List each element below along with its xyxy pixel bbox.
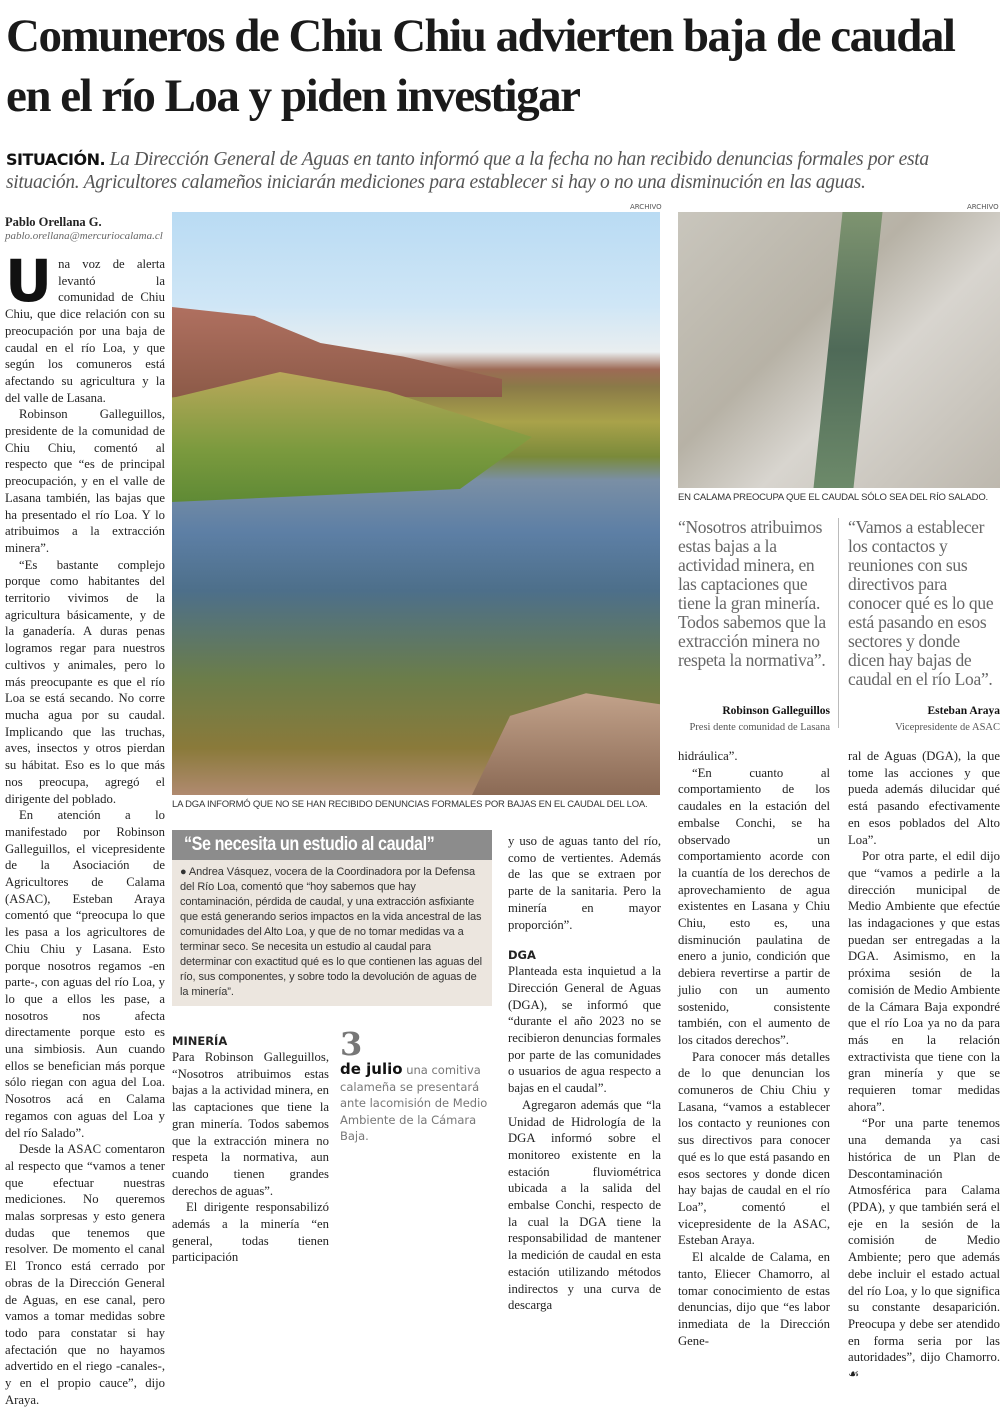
lead-paragraph	[5, 247, 165, 406]
paragraph: En atención a lo manifestado por Robinson Galleguillos, el vicepresidente de la Asociación de Agricultores de Calama (ASAC), Esteban Araya comentó que “preocupa lo que les pasa a los agricultores de Chiu Chiu y Lasana. Esto porque nosotros regamos -en parte-, con aguas del río Loa, y lo que a ellos les pase, a nosotros nos afecta directamente porque esto es una simbiosis. Aun cuando ellos se benefician más porque sólo riegan con agua del Loa. Nosotros acá en Calama regamos con aguas del Loa y del río Salado”.	[5, 808, 165, 1140]
quote-attribution	[848, 703, 1000, 736]
photo-caption: LA DGA INFORMÓ QUE NO SE HAN RECIBIDO DENUNCIAS FORMALES POR BAJAS EN EL CAUDAL DEL LOA.	[172, 799, 648, 810]
drop-cap: U	[5, 247, 53, 315]
paragraph: Agregaron además que “la Unidad de Hidrología de la DGA informó sobre el monitoreo existente en la estación fluviométrica ubicada a la salida del embalse Conchi, respecto de la cual la DGA tiene la responsabilidad de mantener la medición de caudal en esta estación utilizando métodos indirectos y una curva de descarga	[508, 1097, 661, 1313]
column-4	[678, 748, 830, 1383]
sidebar-title: “Se necesita un estudio al caudal”	[184, 834, 435, 855]
pull-quote: “Vamos a establecer los contactos y reuniones con sus directivos para conocer qué es lo que está pasando en esos sectores y donde dicen hay bajas de caudal en el río Loa”.	[848, 517, 994, 689]
lead-text: na voz de alerta levantó la comunidad de Chiu Chiu, que dice relación con su preocupación por una baja de caudal en el río Loa, y que según los comuneros está afectando su agricultura y la del valle de Lasana.	[5, 257, 165, 405]
paragraph-text: “Por una parte tenemos una demanda ya casi histórica de un Plan de Descontaminación Atmosférica para Calama (PDA), y que también será el eje en la sesión de la comisión de Medio Ambiente; pero que además debe incluir el estado actual del río Loa, y lo que significa su constante desaparición. Preocupa y debe ser atendido en forma seria por las autoridades”, dijo Chamorro.	[848, 1116, 1000, 1365]
paragraph: “En cuanto al comportamiento de los caudales en la estación del embalse Conchi, se ha observado un comportamiento acorde con la cuantía de los derechos de aprovechamiento de agua existentes en Lasana y Chiu Chiu, esto es, una disminución paulatina de enero a junio, condición que debiera revertirse a partir de julio con un aumento sostenido, consistente también, con el aumento de los citados derechos”.	[678, 765, 830, 1047]
end-mark-icon: ☙	[848, 1367, 860, 1382]
pull-quote: “Nosotros atribuimos estas bajas a la actividad minera, en las captaciones que tiene la gran minería. Todos sabemos que la extracción minera no respeta la normativa”.	[678, 517, 826, 670]
paragraph: ral de Aguas (DGA), la que tome las acciones y que pueda además dilucidar qué está pasando efectivamente en esos poblados del Alto Loa”.	[848, 749, 1000, 847]
factoid	[340, 1027, 492, 1145]
paragraph	[848, 1115, 1000, 1382]
column-5	[848, 748, 1000, 1383]
paragraph: Desde la ASAC comentaron al respecto que “vamos a tener que efectuar nuestras mediciones. No queremos malas sorpresas y esto genera dudas que tenemos que resolver. De momento el canal El Tronco está cerrado por obras de la Dirección General de Aguas, en ese canal, pero vamos a tomar medidas sobre todo para constatar si hay afectación que no hayamos advertido en el riego -canales-, y en el propio cauce”, dijo Araya.	[5, 1142, 165, 1407]
quote-role: Presi dente comunidad de Lasana	[689, 722, 830, 733]
aerial-photo	[678, 212, 1000, 488]
quote-role: Vicepresidente de ASAC	[895, 722, 1000, 733]
section-heading: DGA	[508, 948, 536, 963]
factoid-text: una comitiva calameña se presentará ante lacomisión de Medio Ambiente de la Cámara Baja.	[340, 1063, 488, 1143]
photo-credit: ARCHIVO	[630, 203, 662, 211]
paragraph: y uso de aguas tanto del río, como de vertientes. Además de las que se extraen por parte de la sanitaria. Pero la minería en mayor proporción”.	[508, 834, 661, 932]
left-column	[5, 215, 165, 1409]
quote-name: Robinson Galleguillos	[722, 705, 830, 717]
section-heading: MINERÍA	[172, 1034, 228, 1048]
mineria-column	[172, 1033, 329, 1266]
factoid-number: 3	[340, 1025, 363, 1063]
subhead-text: La Dirección General de Aguas en tanto informó que a la fecha no han recibido denuncias formales por esta situación. Agricultores calameños iniciarán mediciones para establecer si hay o no una disminución en las aguas.	[6, 149, 929, 193]
sidebar-title-bar	[172, 830, 492, 860]
paragraph: Por otra parte, el edil dijo que “vamos a pedirle a la dirección municipal de Medio Ambiente que efectúe las indagaciones y que estas puedan ser entregadas a la DGA. Asimismo, en la próxima sesión de la comisión de Medio Ambiente de la Cámara Baja expondré que el río Loa ya no da para más en la relación extractivista que tiene con la gran minería y que se requieren tomar medidas ahora”.	[848, 849, 1000, 1114]
paragraph: hidráulica”.	[678, 749, 738, 763]
bullet-icon: ●	[180, 866, 187, 878]
paragraph: El dirigente responsabilizó además a la minería “en general, todas tienen participación	[172, 1200, 329, 1265]
paragraph: El alcalde de Calama, en tanto, Eliecer Chamorro, al tomar conocimiento de estas denuncias, dijo que “es labor inmediata de la Dirección Gene-	[678, 1250, 830, 1348]
paragraph: Para conocer más detalles de lo que denuncian los comuneros de Chiu Chiu y Lasana, “vamos a establecer los contacto y reuniones con sus directivos para conocer qué es lo que está pasando en esos sectores y donde dicen hay bajas de caudal en el río Loa”, comentó el vicepresidente de la ASAC, Esteban Araya.	[678, 1049, 830, 1248]
sidebar-box	[172, 830, 492, 1006]
byline-email[interactable]: pablo.orellana@mercuriocalama.cl	[5, 230, 163, 242]
sidebar-text: Andrea Vásquez, vocera de la Coordinadora por la Defensa del Río Loa, comentó que “hoy sabemos que hay contaminación, pérdida de caudal, y una extracción asfixiante que está generando serios impactos en la vida ancestral de las comunidades del Alto Loa, y que de no tomar medidas va a terminar seco. Se necesita un estudio al caudal para determinar con exactitud qué es lo que contienen las aguas del río, sus componentes, y sobre todo la devolución de aguas de la minería”.	[180, 866, 483, 998]
headline: Comuneros de Chiu Chiu advierten baja de caudal en el río Loa y piden investigar	[6, 10, 955, 122]
paragraph: “Es bastante complejo porque como habitantes del territorio vivimos de la agricultura básicamente, y de la ganadería. A duras penas logramos regar para nuestros cultivos y animales, pero lo más preocupante es que el río Loa se está secando. No corre mucha agua por su caudal. Implicando que las truchas, aves, insectos y otros pierdan su hábitat. Eso es lo que más nos preocupa, agregó el dirigente del poblado.	[5, 557, 165, 806]
subhead-kicker: SITUACIÓN.	[6, 150, 106, 169]
dga-column	[508, 833, 661, 1314]
photo-credit: ARCHIVO	[967, 203, 999, 211]
photo-caption: EN CALAMA PREOCUPA QUE EL CAUDAL SÓLO SEA DEL RÍO SALADO.	[678, 492, 988, 503]
paragraph: Planteada esta inquietud a la Dirección General de Aguas (DGA), se informó que “durante el año 2023 no se recibieron denuncias formales por parte de las comunidades o usuarios de agua respecto a bajas en el caudal”.	[508, 964, 661, 1096]
quote-attribution	[678, 703, 830, 736]
factoid-bold: de julio	[340, 1060, 403, 1078]
byline-author: Pablo Orellana G.	[5, 215, 102, 229]
paragraph: Robinson Galleguillos, presidente de la comunidad de Chiu Chiu, comentó al respecto que “es de principal preocupación, y en el valle de Lasana también, las bajas que ha presentado el río Loa. Y lo atribuimos a la extracción minera”.	[5, 407, 165, 555]
quote-name: Esteban Araya	[927, 705, 1000, 717]
paragraph: Para Robinson Galleguillos, “Nosotros atribuimos estas bajas a la actividad minera, en las captaciones que tiene la gran minería. Todos sabemos que la extracción minera no respeta la normativa, aun cuando tienen grandes derechos de aguas”.	[172, 1050, 329, 1198]
river-photo	[172, 212, 660, 795]
subhead	[6, 148, 996, 194]
right-lower-area	[678, 518, 1000, 1383]
